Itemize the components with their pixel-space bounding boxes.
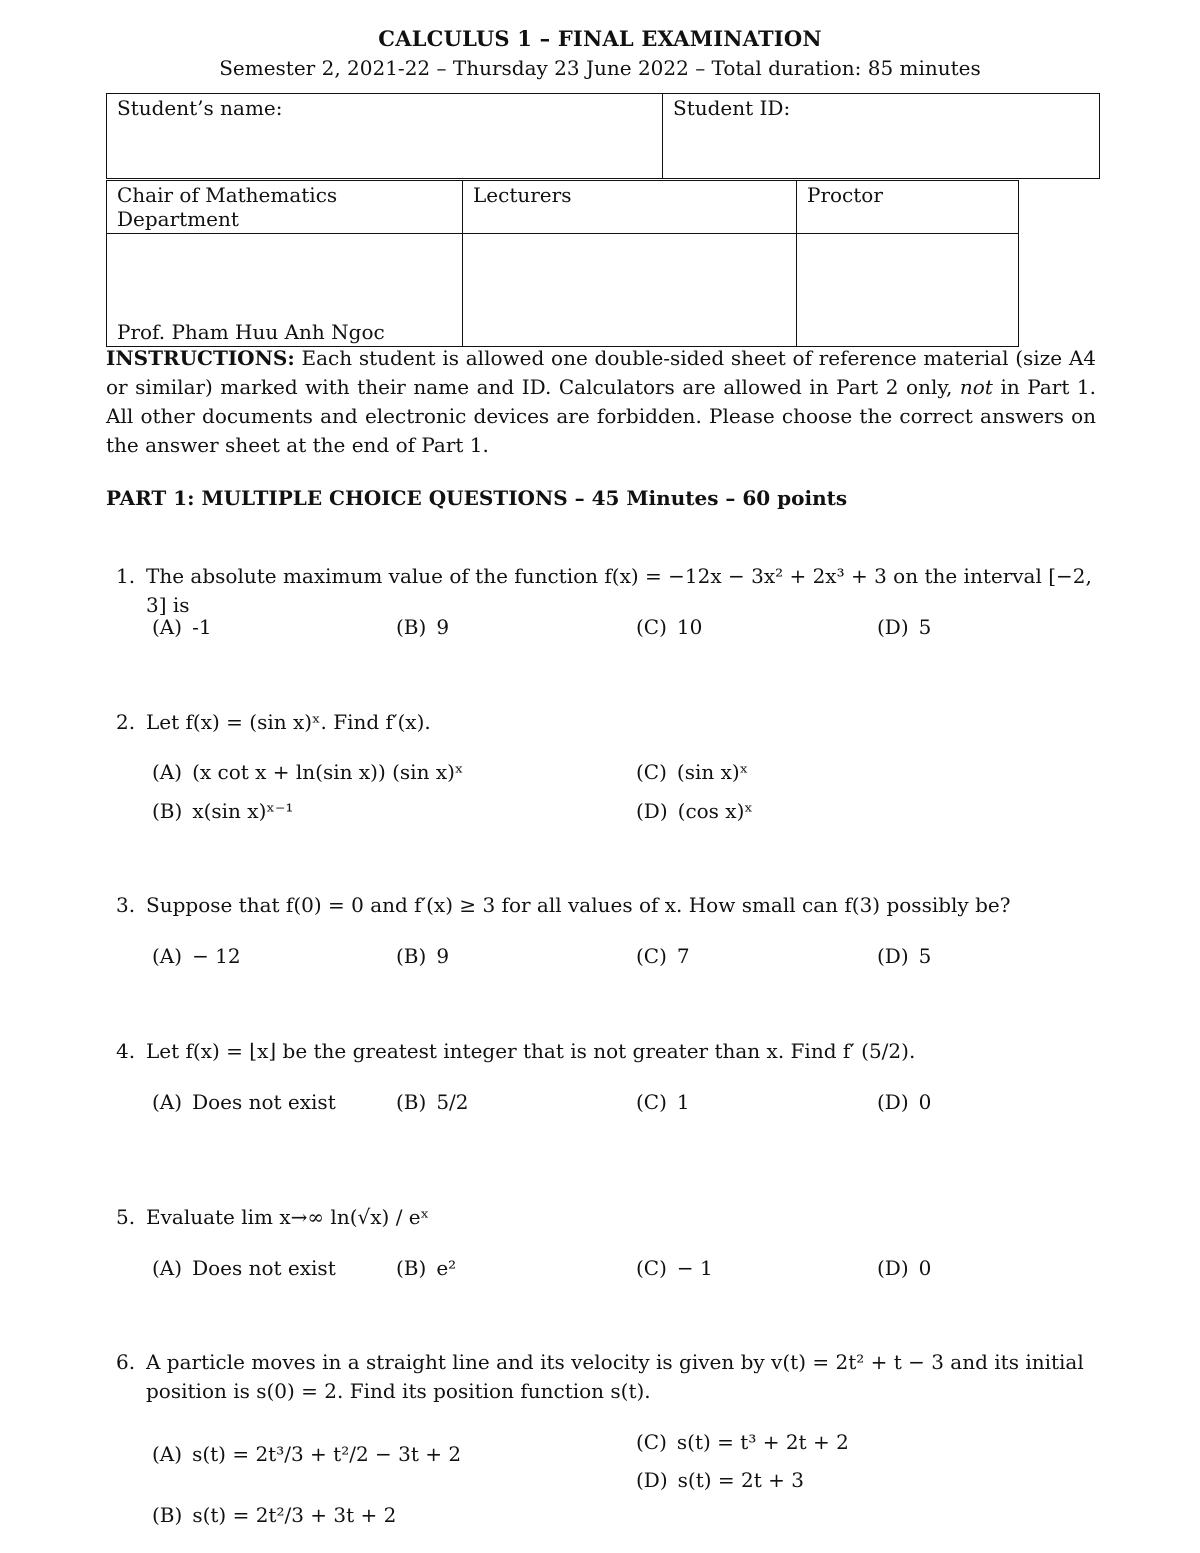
exam-title: CALCULUS 1 – FINAL EXAMINATION [378,26,822,51]
q4-option-d[interactable] [877,1090,931,1114]
q3-option-a[interactable] [152,944,241,968]
option-text: s(t) = 2t + 3 [677,1468,804,1492]
question-text: A particle moves in a straight line and its velocity is given by v(t) = 2t² + t − 3 and its initial position is s(0) = 2. Find its position function s(t). [146,1350,1084,1403]
question-number: 3. [116,893,136,917]
option-text: x(sin x)ˣ⁻¹ [192,799,294,823]
option-label: (D) [636,799,668,823]
q5-option-b[interactable] [396,1256,456,1280]
chair-name: Prof. Pham Huu Anh Ngoc [117,320,385,344]
student-id-label: Student ID: [673,96,791,120]
instructions-text-2: in Part 1. All other documents and electronic devices are forbidden. Please choose the correct answers on the answer sheet at the end of Part 1. [106,375,1096,457]
option-label: (C) [636,1430,667,1454]
option-label: (C) [636,944,667,968]
option-label: (A) [152,1090,183,1114]
option-text: -1 [192,615,212,639]
option-text: 10 [676,615,703,639]
q1-option-c[interactable] [636,615,702,639]
option-label: (C) [636,1090,667,1114]
student-info-box [106,93,1100,179]
q5-option-d[interactable] [877,1256,931,1280]
q6-option-c[interactable] [636,1430,849,1454]
instructions [106,344,1096,460]
exam-subtitle: Semester 2, 2021-22 – Thursday 23 June 2022 – Total duration: 85 minutes [219,56,981,80]
student-name-cell[interactable] [107,94,663,179]
q3-option-c[interactable] [636,944,690,968]
option-text: 9 [436,944,450,968]
proctor-signature-cell [797,234,1019,347]
option-label: (D) [877,1256,909,1280]
instructions-emphasis: not [959,375,993,399]
chair-header: Chair of Mathematics Department [107,181,463,234]
option-text: (x cot x + ln(sin x)) (sin x)ˣ [192,760,464,784]
question-number: 4. [116,1039,136,1063]
instructions-heading: INSTRUCTIONS: [106,346,295,370]
option-text: e² [436,1256,457,1280]
question-text: The absolute maximum value of the function f(x) = −12x − 3x² + 2x³ + 3 on the interval [−2, 3] is [146,564,1092,617]
option-label: (D) [877,944,909,968]
question-text: Let f(x) = (sin x)ˣ. Find f′(x). [146,710,431,734]
chair-signature-cell [107,234,463,347]
option-text: − 12 [192,944,241,968]
question-number: 5. [116,1205,136,1229]
student-id-cell[interactable] [663,94,1100,179]
option-text: s(t) = 2t²/3 + 3t + 2 [192,1503,397,1527]
option-text: 5 [918,944,932,968]
q4-option-c[interactable] [636,1090,690,1114]
option-text: (cos x)ˣ [677,799,753,823]
option-text: − 1 [676,1256,713,1280]
question-number: 1. [116,564,136,588]
question-text: Evaluate lim x→∞ ln(√x) / eˣ [146,1205,430,1229]
option-label: (B) [396,944,427,968]
instructions-text-1: Each student is allowed one double-sided sheet of reference material (size A4 or similar) marked with their name and ID. Calculators are allowed in Part 2 only, [106,346,1096,399]
option-label: (C) [636,615,667,639]
option-text: Does not exist [192,1090,336,1114]
option-text: (sin x)ˣ [676,760,749,784]
option-text: 5/2 [436,1090,469,1114]
q1-option-a[interactable] [152,615,212,639]
option-text: 9 [436,615,450,639]
option-text: 0 [918,1090,932,1114]
q6-option-d[interactable] [636,1468,804,1492]
proctor-header: Proctor [797,181,1019,234]
option-label: (A) [152,1256,183,1280]
question-text: Let f(x) = ⌊x⌋ be the greatest integer that is not greater than x. Find f′ (5/2). [146,1039,916,1063]
question-text: Suppose that f(0) = 0 and f′(x) ≥ 3 for all values of x. How small can f(3) possibly be? [146,893,1011,917]
option-label: (B) [152,1503,183,1527]
option-label: (B) [396,615,427,639]
signature-box [106,180,1019,347]
option-label: (A) [152,760,183,784]
option-label: (B) [152,799,183,823]
option-label: (A) [152,1442,183,1466]
q4-option-b[interactable] [396,1090,469,1114]
option-label: (A) [152,615,183,639]
option-text: s(t) = 2t³/3 + t²/2 − 3t + 2 [192,1442,462,1466]
q2-option-a[interactable] [152,760,463,784]
option-label: (A) [152,944,183,968]
q5-option-c[interactable] [636,1256,713,1280]
student-name-label: Student’s name: [117,96,283,120]
option-text: 5 [918,615,932,639]
q2-option-b[interactable] [152,799,293,823]
q1-option-b[interactable] [396,615,449,639]
option-label: (B) [396,1090,427,1114]
lecturers-header: Lecturers [463,181,797,234]
option-text: 0 [918,1256,932,1280]
part1-heading: PART 1: MULTIPLE CHOICE QUESTIONS – 45 Minutes – 60 points [106,486,848,510]
question-number: 6. [116,1350,136,1374]
option-label: (C) [636,760,667,784]
lecturers-signature-cell [463,234,797,347]
q4-option-a[interactable] [152,1090,336,1114]
option-text: 7 [676,944,690,968]
option-label: (D) [877,615,909,639]
option-text: s(t) = t³ + 2t + 2 [676,1430,849,1454]
q3-option-b[interactable] [396,944,449,968]
q2-option-d[interactable] [636,799,753,823]
q6-option-a[interactable] [152,1442,461,1466]
q2-option-c[interactable] [636,760,748,784]
question-number: 2. [116,710,136,734]
option-label: (D) [877,1090,909,1114]
option-label: (D) [636,1468,668,1492]
option-text: Does not exist [192,1256,336,1280]
option-label: (C) [636,1256,667,1280]
q5-option-a[interactable] [152,1256,336,1280]
q6-option-b[interactable] [152,1503,396,1527]
option-text: 1 [676,1090,690,1114]
q3-option-d[interactable] [877,944,931,968]
q1-option-d[interactable] [877,615,931,639]
option-label: (B) [396,1256,427,1280]
